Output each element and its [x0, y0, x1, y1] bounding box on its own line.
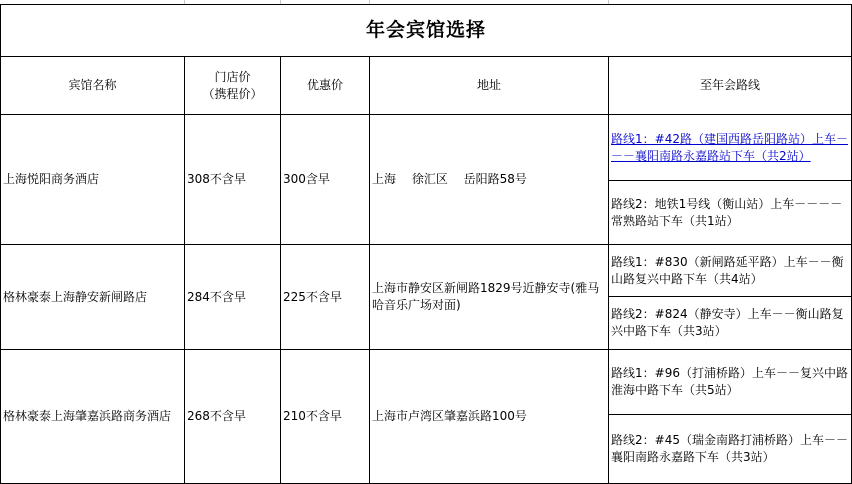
- route-cell: 路线2：#45（瑞金南路打浦桥路）上车－－襄阳南路永嘉路下车（共3站）: [611, 433, 848, 464]
- discount-price: 225不含早: [283, 289, 342, 304]
- hotel-name: 格林豪泰上海肇嘉浜路商务酒店: [3, 409, 172, 423]
- hotel-address: 上海市卢湾区肇嘉浜路100号: [372, 409, 527, 423]
- discount-price: 300含早: [283, 172, 330, 186]
- page-title: 年会宾馆选择: [365, 19, 486, 41]
- hotel-name: 上海悦阳商务酒店: [3, 172, 100, 186]
- header-store-price-line2: （携程价）: [202, 86, 263, 101]
- store-price: 268不含早: [187, 409, 246, 423]
- header-hotel-name: 宾馆名称: [68, 78, 117, 92]
- hotel-address: 上海市静安区新闸路1829号近静安寺(雅马哈音乐广场对面): [372, 281, 600, 312]
- header-store-price-line1: 门店价: [214, 69, 251, 84]
- route-cell: 路线2：地铁1号线（衡山站）上车－－－－常熟路站下车（共1站）: [611, 196, 843, 228]
- route-cell: 路线1：#96（打浦桥路）上车－－复兴中路淮海中路下车（共5站）: [611, 366, 848, 397]
- header-discount-price: 优惠价: [306, 78, 343, 92]
- header-store-price: [185, 57, 280, 114]
- hotel-address: 上海 徐汇区 岳阳路58号: [372, 172, 527, 186]
- hotel-name: 格林豪泰上海静安新闸路店: [3, 289, 148, 304]
- header-route: 至年会路线: [699, 78, 760, 92]
- store-price: 284不含早: [187, 289, 246, 304]
- route-cell: [609, 115, 851, 180]
- route-cell: 路线2：#824（静安寺）上车－－衡山路复兴中路下车（共3站）: [611, 307, 844, 338]
- store-price: 308不含早: [187, 172, 246, 186]
- route-cell: 路线1：#830（新闸路延平路）上车－－衡山路复兴中路下车（共4站）: [611, 254, 844, 286]
- header-address: 地址: [476, 78, 501, 92]
- route-link[interactable]: 路线1：#42路（建国西路岳阳路站）上车－－－襄阳南路永嘉路站下车（共2站）: [611, 131, 848, 163]
- discount-price: 210不含早: [283, 409, 342, 423]
